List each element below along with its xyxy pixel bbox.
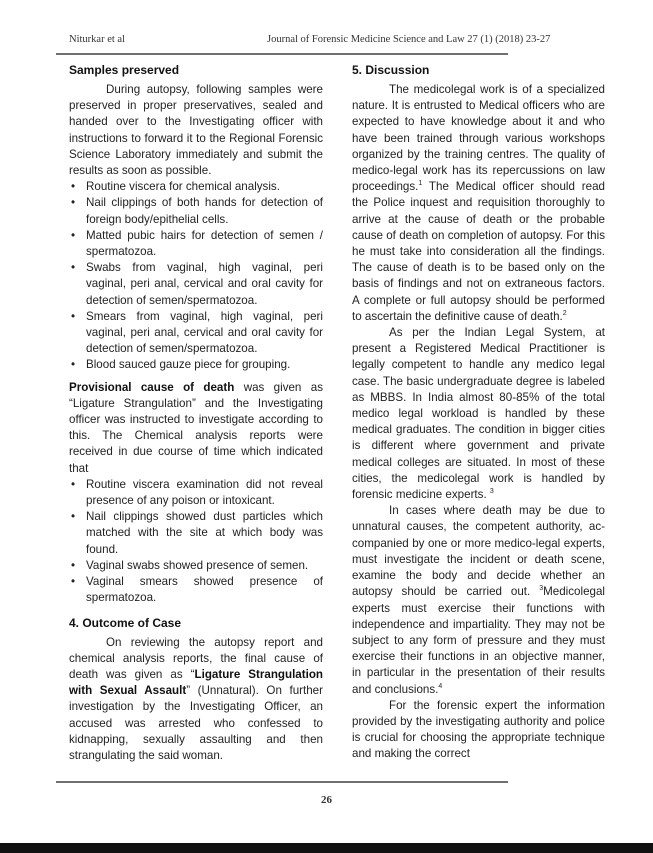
list-item: • Blood sauced gauze piece for grouping. — [69, 357, 323, 373]
provisional-cause-text: was given as “Ligature Strangulation” and the Investigating officer was instructed to investigate according to this. The Chemical analysis reports were received in due course of time which indicated that — [69, 380, 323, 475]
discussion-paragraph-1 — [352, 82, 605, 325]
reference-marker: 4 — [438, 682, 443, 690]
outcome-paragraph — [69, 635, 323, 765]
header-authors: Niturkar et al — [69, 34, 125, 45]
findings-list — [69, 477, 323, 607]
final-cause-of-death: Ligature Strangulation with Sexual Assault — [69, 667, 323, 698]
reference-marker: 3 — [539, 585, 544, 593]
list-item: • Nail clippings of both hands for detection of foreign body/epithelial cells. — [69, 195, 323, 227]
outcome-text-start: On reviewing the autopsy report and chemical analysis reports, the final cause of death was given as “ — [69, 635, 323, 681]
discussion-paragraph-4: For the forensic expert the information provided by the investigating authority and police is crucial for choosing the appropriate technique and making the correct — [352, 698, 605, 761]
samples-intro-paragraph: During autopsy, following samples were preserved in proper preservatives, sealed and handed over to the Investigating officer with instructions to forward it to the Regional Forensic Science Laboratory immediately and submit the results as soon as possible. — [69, 83, 323, 178]
reference-marker: 1 — [418, 180, 423, 188]
list-item: • Nail clippings showed dust particles which matched with the site at which body was found. — [69, 509, 323, 558]
paragraph-text: The Medical officer should read the Police inquest and requisition thoroughly to arrive at the cause of death or the probable cause of death on completion of autopsy. For this he must take into consideration all the findings. The cause of death is to be based only on the basis of findings and not on extraneous factors. A complete or full autopsy should be performed to ascertain the definitive cause of death. — [352, 180, 605, 323]
footer-divider — [56, 781, 508, 783]
provisional-cause-label: Provisional cause of death — [69, 380, 235, 394]
section-heading-discussion: 5. Discussion — [352, 63, 430, 77]
list-item: • Routine viscera for chemical analysis. — [69, 179, 323, 195]
reference-marker: 2 — [562, 309, 567, 317]
section-heading-samples: Samples preserved — [69, 63, 180, 77]
paragraph-text: The medicolegal work is of a specialized nature. It is entrusted to Medical officers who are expected to have knowledge about it and who have been trained through various workshops organized by the training centres. The quality of medico-legal work has its repercussions on law proceedings. — [352, 83, 605, 194]
list-item: • Swabs from vaginal, high vaginal, peri vaginal, peri anal, cervical and oral cavity for detection of semen/spermatozoa. — [69, 260, 323, 309]
section-heading-outcome: 4. Outcome of Case — [69, 615, 182, 630]
spacer — [69, 607, 323, 615]
left-column — [69, 62, 323, 764]
list-item: • Smears from vaginal, high vaginal, peri vaginal, peri anal, cervical and oral cavity for detection of semen/spermatozoa. — [69, 309, 323, 358]
samples-list — [69, 179, 323, 373]
header-divider — [56, 53, 508, 55]
discussion-paragraph-3 — [352, 503, 605, 697]
list-item: • Vaginal swabs showed presence of semen. — [69, 558, 323, 574]
running-header — [69, 34, 551, 50]
list-item: • Vaginal smears showed presence of spermatozoa. — [69, 574, 323, 606]
screen-bottom-edge — [0, 843, 653, 853]
header-journal-citation: Journal of Forensic Medicine Science and Law 27 (1) (2018) 23-27 — [267, 34, 551, 45]
provisional-cause-paragraph — [69, 380, 323, 477]
reference-marker: 3 — [489, 488, 494, 496]
list-item: • Routine viscera examination did not reveal presence of any poison or intoxicant. — [69, 477, 323, 509]
page-number: 26 — [321, 794, 332, 806]
paragraph-text: In cases where death may be due to unnatural causes, the competent authority, ac-companied by one or more medico-legal experts, must investigate the incident or death scene, examine the body and decide whether an autopsy should be carried out. — [352, 504, 605, 599]
right-column — [352, 62, 605, 763]
discussion-paragraph-2 — [352, 325, 605, 503]
outcome-text-end: ” (Unnatural). On further investigation by the Investigating Officer, an accused was arrested who confessed to kidnapping, sexually assaulting and then strangulating the said woman. — [69, 684, 323, 762]
paragraph-text: Medicolegal experts must exercise their functions with independence and impartiality. They may not be subject to any form of pressure and they must exercise their functions in an objective manner, in particular in the presentation of their results and conclusions. — [352, 585, 605, 696]
paragraph-text: As per the Indian Legal System, at present a Registered Medical Practitioner is legally competent to handle any medico legal case. The basic undergraduate degree is labeled as MBBS. In India almost 80-85% of the total medico legal workload is handled by these medical graduates. The condition in bigger cities is different where government and private medical colleges are situated. In most of these cities, the medicolegal work is handled by forensic medicine experts. — [352, 326, 605, 502]
list-item: • Matted pubic hairs for detection of semen / spermatozoa. — [69, 228, 323, 260]
